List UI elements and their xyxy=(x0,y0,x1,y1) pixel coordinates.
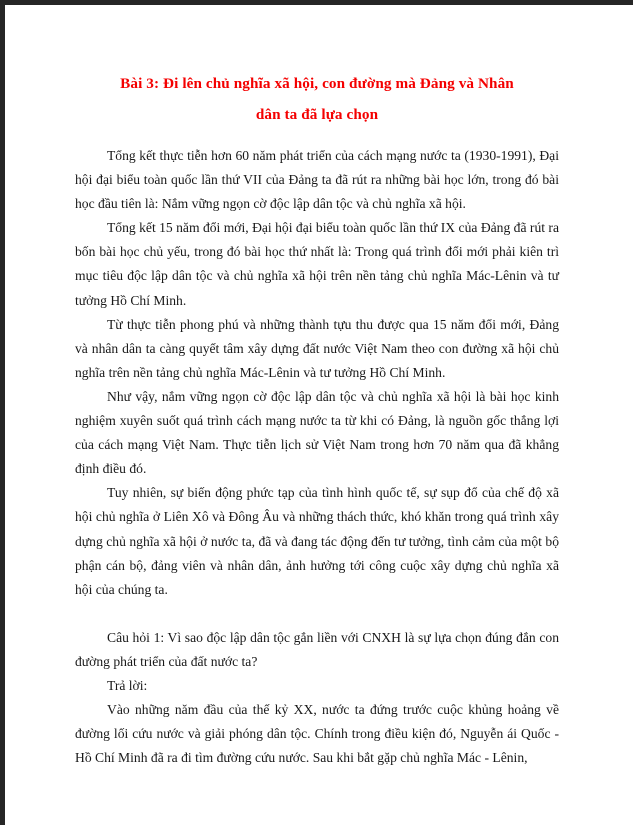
page-edge-top-border xyxy=(0,0,633,5)
page-title-line-2: dân ta đã lựa chọn xyxy=(255,106,379,123)
body-paragraph-2: Tổng kết 15 năm đổi mới, Đại hội đại biểu toàn quốc lần thứ IX của Đảng đã rút ra bốn bài học chủ yếu, trong đó bài học thứ nhất là: Trong quá trình đổi mới phải kiên trì mục tiêu độc lập dân tộc và chủ nghĩa xã hội trên nền tảng chủ nghĩa Mác-Lênin và tư tưởng Hồ Chí Minh. xyxy=(75,220,559,308)
answer-paragraph-1: Vào những năm đầu của thế kỷ XX, nước ta đứng trước cuộc khủng hoảng về đường lối cứu nước và giải phóng dân tộc. Chính trong điều kiện đó, Nguyễn ái Quốc - Hồ Chí Minh đã ra đi tìm đường cứu nước. Sau khi bắt gặp chủ nghĩa Mác - Lênin, xyxy=(75,702,559,766)
body-paragraph-5: Tuy nhiên, sự biến động phức tạp của tình hình quốc tế, sự sụp đổ của chế độ xã hội chủ nghĩa ở Liên Xô và Đông Âu và những thách thức, khó khăn trong quá trình xây dựng chủ nghĩa xã hội ở nước ta, đã và đang tác động đến tư tưởng, tình cảm của một bộ phận cán bộ, đảng viên và nhân dân, ảnh hưởng tới công cuộc xây dựng chủ nghĩa xã hội của chúng ta. xyxy=(75,485,559,597)
page-title-line-1: Bài 3: Đi lên chủ nghĩa xã hội, con đường mà Đảng và Nhân xyxy=(120,75,514,92)
body-paragraph-1: Tổng kết thực tiễn hơn 60 năm phát triển của cách mạng nước ta (1930-1991), Đại hội đại biểu toàn quốc lần thứ VII của Đảng ta đã rút ra những bài học lớn, trong đó bài học đầu tiên là: Nắm vững ngọn cờ độc lập dân tộc và chủ nghĩa xã hội. xyxy=(75,148,559,212)
page-title xyxy=(75,68,559,130)
body-paragraph-3: Từ thực tiễn phong phú và những thành tựu thu được qua 15 năm đổi mới, Đảng và nhân dân ta càng quyết tâm xây dựng đất nước Việt Nam theo con đường xã hội chủ nghĩa trên nền tảng chủ nghĩa Mác-Lênin và tư tưởng Hồ Chí Minh. xyxy=(75,316,559,380)
document-text-column xyxy=(75,68,559,770)
section-spacer xyxy=(75,602,559,626)
question-heading: Câu hỏi 1: Vì sao độc lập dân tộc gắn liền với CNXH là sự lựa chọn đúng đắn con đường phát triển của đất nước ta? xyxy=(75,629,559,669)
answer-label: Trả lời: xyxy=(107,677,148,693)
body-paragraph-4: Như vậy, nắm vững ngọn cờ độc lập dân tộc và chủ nghĩa xã hội là bài học kinh nghiệm xuyên suốt quá trình cách mạng nước ta từ khi có Đảng, là nguồn gốc thắng lợi của cách mạng Việt Nam. Thực tiễn lịch sử Việt Nam trong hơn 70 năm qua đã khẳng định điều đó. xyxy=(75,388,559,477)
page-edge-left-border xyxy=(0,0,5,825)
